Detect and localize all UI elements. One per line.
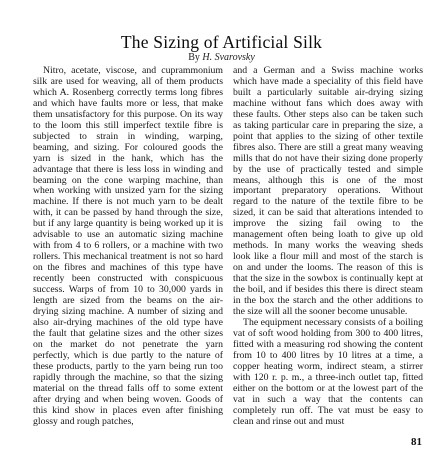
left-column: [33, 66, 223, 427]
article-author: H. Svarovsky: [202, 52, 255, 63]
body-paragraph: The equipment necessary consists of a boiling vat of soft wood holding from 300 to 400 litres, fitted with a measuring rod showing the content from 10 to 400 litres by 10 litres at a time, a copper heating worm, indirect steam, a stirrer with 120 r. p. m., a three-inch outlet tap, fitted either on the bottom or at the lowest part of the vat in such a way that the contents can completely run off. The vat must be easy to clean and rinse out and must: [233, 316, 423, 427]
article-title: The Sizing of Artificial Silk: [120, 32, 323, 52]
body-paragraph: Nitro, acetate, viscose, and cuprammonium silk are used for weaving, all of them products which A. Rosenberg correctly terms long fibres and which have faults more or less, that make them unsatisfactory for this purpose. On its way to the loom this still imperfect textile fibre is subjected to strain in winding, warping, beaming, and sizing. For coloured goods the yarn is sized in the hank, which has the advantage that there is less loss in winding and beaming on the cone warping machine, than when working with unsized yarn for the sizing machine. If there is not much yarn to be dealt with, it can be passed by hand through the size, but if any large quantity is being worked up it is advisable to use an automatic sizing machine with from 4 to 6 rollers, or a machine with two rollers. This mechanical treatment is not so hard on the fibres and machines of this type have recently been constructed with conspicuous success. Warps of from 10 to 30,000 yards in length are sized from the beams on the air-drying sizing machine. A number of sizing and also air-drying machines of the old type have the fault that gelatine sizes and the other sizes on the market do not penetrate the yarn perfectly, which is due partly to the nature of these products, partly to the yarn being run too rapidly through the machine, so that the sizing material on the thread falls off to some extent after drying and when being woven. Goods of this kind show in places even after finishing glossy and rough patches,: [33, 65, 223, 427]
page-number: 81: [411, 436, 422, 448]
article-byline: [0, 52, 443, 64]
body-paragraph: and a German and a Swiss machine works which have made a speciality of this field have built a particularly suitable air-drying sizing machine without fans which does away with these faults. Other steps also can be taken such as taking particular care in preparing the size, a point that applies to the sizing of other textile fibres also. There are still a great many weaving mills that do not have their sizing done properly by the use of practically tested and simple means, although this is one of the most important preparatory operations. Without regard to the nature of the textile fibre to be sized, it can be said that alterations intended to improve the sizing fail owing to the management often being loath to give up old methods. In many works the weaving sheds look like a flour mill and most of the starch is on and under the looms. The reason of this is that the size in the sowbox is continually kept at the boil, and if besides this there is direct steam in the box the starch and the other additions to the size will all the sooner become unusable.: [233, 65, 423, 317]
byline-prefix: By: [188, 52, 200, 63]
right-column: [233, 66, 423, 427]
